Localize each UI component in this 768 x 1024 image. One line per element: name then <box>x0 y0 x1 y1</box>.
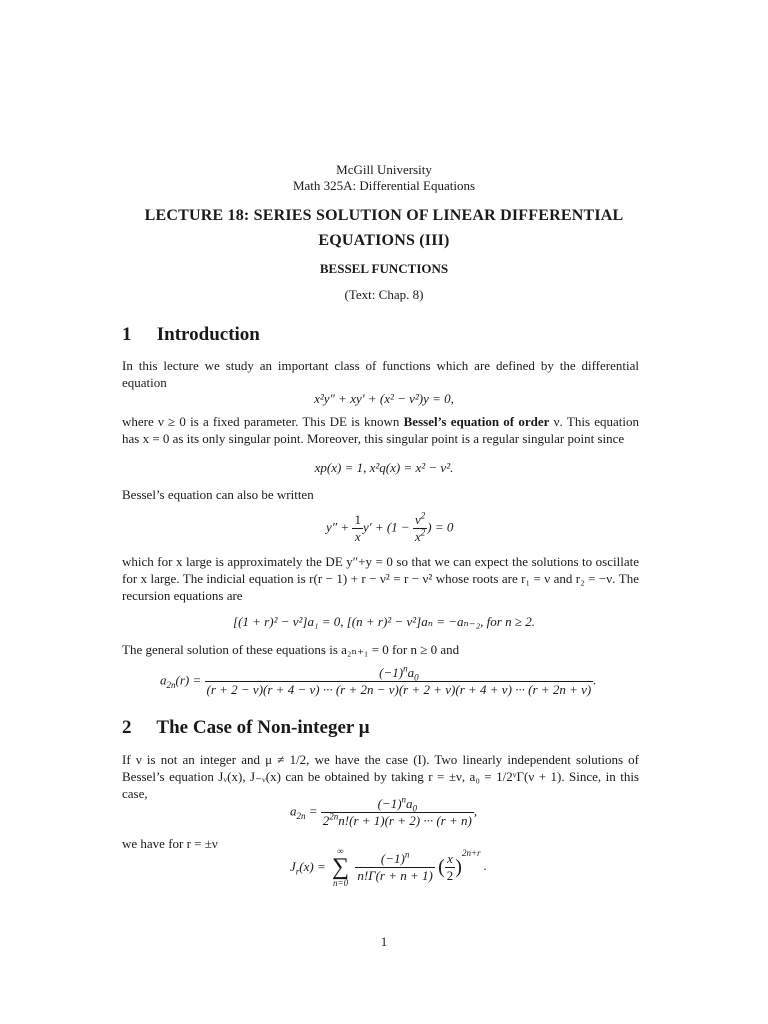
section-1-heading <box>122 324 260 346</box>
lecture-subtitle: BESSEL FUNCTIONS <box>319 261 449 276</box>
equation-bessel: x²y″ + xy′ + (x² − ν²)y = 0, <box>314 391 454 406</box>
section-1-number: 1 <box>122 324 132 345</box>
paragraph-text-b: ν. This equation has x = 0 as its only singular point. Moreover, this singular point is a regular singular point since <box>122 414 639 446</box>
paragraph-bessel-definition <box>122 413 639 447</box>
paragraph-oscillation: which for x large is approximately the DE y″+y = 0 so that we can expect the solutions to oscillate for x large. The indicial equation is r(r − 1) + r − ν² = r − ν² whose roots are r₁ = ν and r₂ = −ν. The recursion equations are <box>122 554 639 603</box>
lecture-title-line1: LECTURE 18: SERIES SOLUTION OF LINEAR DIFFERENTIAL <box>144 207 624 224</box>
paragraph-general-solution: The general solution of these equations is a₂ₙ₊₁ = 0 for n ≥ 0 and <box>122 642 460 657</box>
equation-a2n-case: $a_{2n}$ = $\frac{(-1)^na_0}{2^{2n}n!(r + 1)(r + 2) \cdot\cdot\cdot (r + n)}$ , <box>290 794 478 828</box>
paragraph-text-a: where ν ≥ 0 is a fixed parameter. This DE is known <box>122 414 404 429</box>
equation-a2n: $a_{2n}(r)$ = $(-1)^na_0$ (r + 2 − ν)(r + 4 − ν) ··· (r + 2n − ν)(r + 2 + ν)(r + 4 + ν) ··· (r + 2n + ν) . <box>160 663 597 697</box>
section-2-title: The Case of Non-integer μ <box>156 717 370 738</box>
equation-bessel-series: $J_r(x)$ = ∞ ∑ n=0 $\frac{(-1)^n}{n!\Gamma(r + n + 1)}$ ( $\frac{x}{2}$ )$^{2n+r}$ . <box>290 846 488 888</box>
paragraph-intro: In this lecture we study an important class of functions which are defined by the differential equation <box>122 358 639 390</box>
equation-normalized-form: y″ + $\frac{1}{x}$ y′ + (1 − $\frac{\nu^2}{x^2}$ ) = 0 <box>326 510 454 544</box>
section-1-title: Introduction <box>156 324 260 345</box>
paragraph-non-integer: If ν is not an integer and μ ≠ 1/2, we have the case (I). Two linearly independent solutions of Bessel’s equation Jᵥ(x), J₋ᵥ(x) can be obtained by taking r = ±ν, a₀ = 1/2ᵛΓ(ν + 1). Since, in this case, <box>122 752 639 801</box>
paragraph-for-r: we have for r = ±ν <box>122 836 218 851</box>
university-name: McGill University <box>336 162 432 177</box>
equation-singular-point: xp(x) = 1, x²q(x) = x² − ν². <box>314 460 454 475</box>
equation-recursion: [(1 + r)² − ν²]a₁ = 0, [(n + r)² − ν²]aₙ = −aₙ₋₂, for n ≥ 2. <box>233 614 535 629</box>
course-name: Math 325A: Differential Equations <box>292 178 476 193</box>
bessel-equation-term: Bessel’s equation of order <box>403 414 550 429</box>
page-number: 1 <box>380 934 388 949</box>
section-2-heading <box>122 717 370 739</box>
lecture-title-line2: EQUATIONS (III) <box>318 232 450 249</box>
section-2-number: 2 <box>122 717 132 738</box>
paragraph-also-written: Bessel’s equation can also be written <box>122 487 314 502</box>
text-reference: (Text: Chap. 8) <box>344 287 424 302</box>
